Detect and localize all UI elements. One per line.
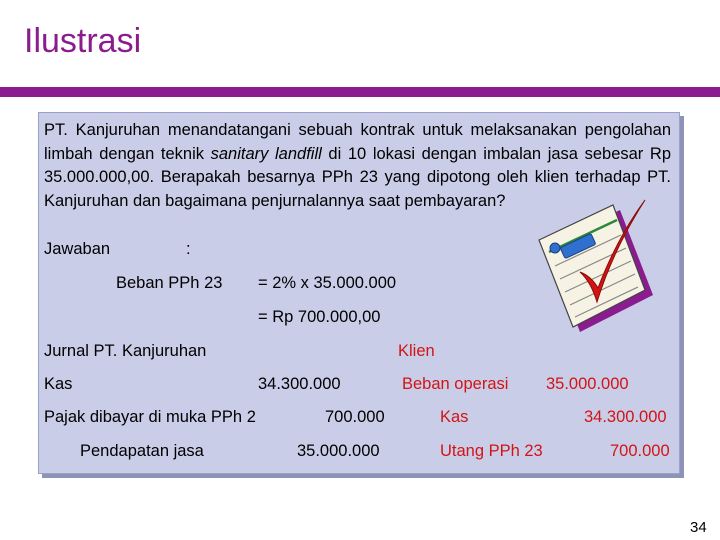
company-row-3-amount: 35.000.000: [297, 442, 380, 460]
question-part-2: di 10 lokasi dengan imbalan jasa sebesar Rp 35.000.000,00. Berapakah besarnya PPh 23 yang dipotong oleh klien terhadap PT. Kanjuruhan dan bagaimana penjurnalannya saat pembayaran?: [44, 144, 671, 210]
calc-formula: = 2% x 35.000.000: [258, 274, 397, 292]
question-italic-term: sanitary landfill: [210, 144, 322, 163]
client-row-1-account: Beban operasi: [402, 375, 509, 393]
company-row-1-amount: 34.300.000: [258, 375, 341, 393]
answer-label: Jawaban: [44, 240, 111, 258]
client-row-2-account: Kas: [440, 408, 469, 426]
company-row-2-amount: 700.000: [325, 408, 385, 426]
clipboard-checkmark-icon: [525, 190, 655, 340]
question-part-1: PT. Kanjuruhan menandatangani sebuah kontrak untuk melaksanakan pengolahan limbah dengan teknik: [44, 121, 671, 163]
client-row-3-account: Utang PPh 23: [440, 442, 543, 460]
calc-label: Beban PPh 23: [116, 274, 223, 292]
calc-result: = Rp 700.000,00: [258, 308, 381, 326]
company-row-1-account: Kas: [44, 375, 73, 393]
client-row-3-amount: 700.000: [610, 442, 670, 460]
slide-title: Ilustrasi: [24, 22, 142, 60]
client-journal-header: Klien: [398, 342, 435, 360]
company-row-2-account: Pajak dibayar di muka PPh 2: [44, 408, 256, 426]
client-row-2-amount: 34.300.000: [584, 408, 667, 426]
page-number: 34: [690, 519, 707, 536]
title-divider: [0, 87, 720, 97]
company-journal-header: Jurnal PT. Kanjuruhan: [44, 342, 207, 360]
company-row-3-account: Pendapatan jasa: [80, 442, 204, 460]
answer-colon: :: [186, 240, 191, 258]
client-row-1-amount: 35.000.000: [546, 375, 629, 393]
